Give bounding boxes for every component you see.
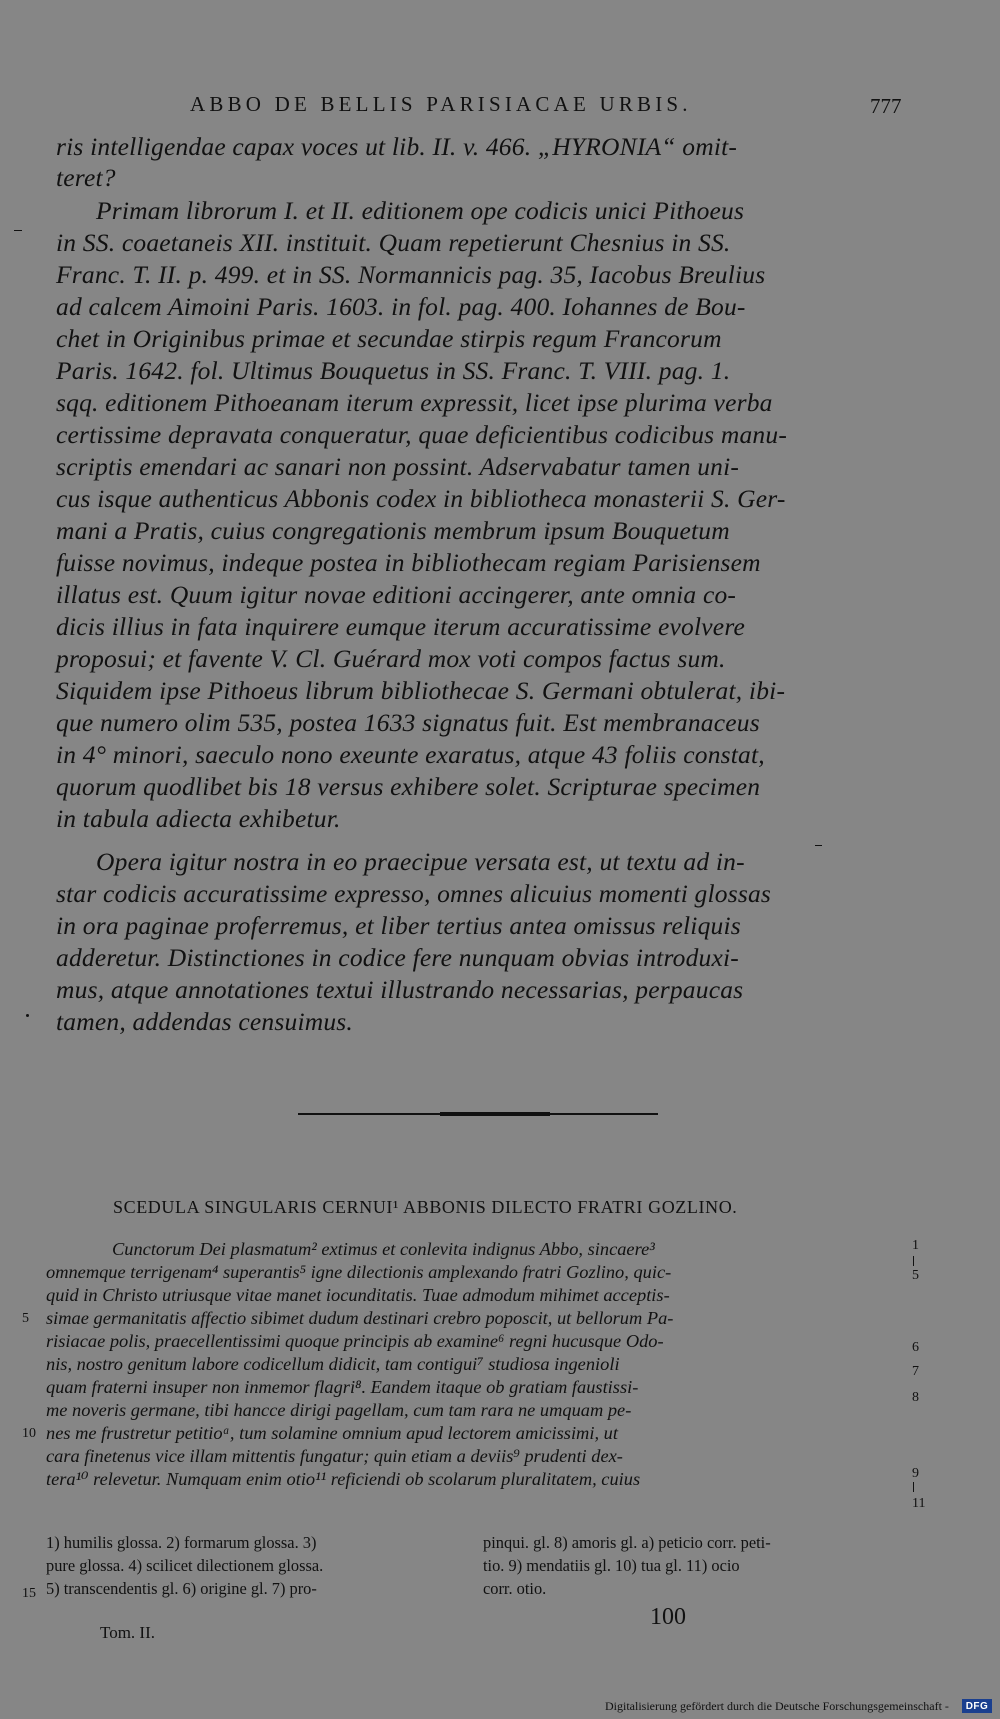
body-line: Franc. T. II. p. 499. et in SS. Normannicis pag. 35, Iacobus Breulius	[56, 260, 766, 289]
body-line: adderetur. Distinctiones in codice fere nunquam obvias introduxi-	[56, 943, 739, 972]
body-line: fuisse novimus, indeque postea in bibliothecam regiam Parisiensem	[56, 548, 761, 577]
scedula-line: quid in Christo utriusque vitae manet iocunditatis. Tuae admodum mihimet acceptis-	[46, 1285, 670, 1305]
scedula-line: quam fraterni insuper non inmemor flagri⁸. Eandem itaque ob gratiam faustissi-	[46, 1377, 639, 1397]
margin-mark	[815, 845, 822, 846]
gloss-bar	[913, 1256, 914, 1266]
gloss-bar	[913, 1482, 914, 1492]
dfg-logo-icon: DFG	[962, 1699, 992, 1713]
body-line: illatus est. Quum igitur novae editioni accingerer, ante omnia co-	[56, 580, 737, 609]
body-line: mus, atque annotationes textui illustrando necessarias, perpaucas	[56, 975, 744, 1004]
gloss-marker: 1	[912, 1238, 919, 1253]
sheet-number: 100	[650, 1604, 686, 1630]
body-line: Paris. 1642. fol. Ultimus Bouquetus in SS. Franc. T. VIII. pag. 1.	[56, 356, 731, 385]
body-line: certissime depravata conqueratur, quae deficientibus codicibus manu-	[56, 420, 788, 449]
page-number: 777	[870, 94, 902, 118]
margin-dot	[26, 1014, 29, 1017]
body-line: in tabula adiecta exhibetur.	[56, 804, 341, 833]
scedula-line: Cunctorum Dei plasmatum² extimus et conlevita indignus Abbo, sincaere³	[112, 1239, 655, 1259]
scedula-line: omnemque terrigenam⁴ superantis⁵ igne dilectionis amplexando fratri Gozlino, quic-	[46, 1262, 672, 1282]
body-line: star codicis accuratissime expresso, omnes alicuius momenti glossas	[56, 879, 772, 908]
gloss-marker: 7	[912, 1364, 919, 1379]
section-title: SCEDULA SINGULARIS CERNUI¹ ABBONIS DILECTO FRATRI GOZLINO.	[113, 1197, 738, 1217]
running-head: ABBO DE BELLIS PARISIACAE URBIS.	[190, 92, 692, 116]
body-line: scriptis emendari ac sanari non possint. Adservabatur tamen uni-	[56, 452, 740, 481]
line-number: 15	[22, 1586, 36, 1601]
body-line: que numero olim 535, postea 1633 signatus fuit. Est membranaceus	[56, 708, 760, 737]
body-line: teret?	[56, 163, 116, 192]
gloss-marker: 11	[912, 1496, 926, 1511]
line-number: 5	[22, 1311, 29, 1326]
body-line: in ora paginae proferremus, et liber tertius antea omissus reliquis	[56, 911, 741, 940]
body-line: in 4° minori, saeculo nono exeunte exaratus, atque 43 foliis constat,	[56, 740, 765, 769]
body-line: mani a Pratis, cuius congregationis membrum ipsum Bouquetum	[56, 516, 730, 545]
body-line: tamen, addendas censuimus.	[56, 1007, 353, 1036]
scedula-line: tera¹⁰ relevetur. Numquam enim otio¹¹ reficiendi ob scolarum pluralitatem, cuius	[46, 1469, 641, 1489]
scedula-line: nis, nostro genitum labore codicellum didicit, tam contigui⁷ studiosa ingenioli	[46, 1354, 620, 1374]
scedula-line: risiacae polis, praecellentissimi quoque principis ab examine⁶ regni hucusque Odo-	[46, 1331, 664, 1351]
body-line: in SS. coaetaneis XII. instituit. Quam repetierunt Chesnius in SS.	[56, 228, 731, 257]
footnote-line: corr. otio.	[483, 1579, 547, 1598]
body-line: chet in Originibus primae et secundae stirpis regum Francorum	[56, 324, 722, 353]
scedula-line: cara finetenus vice illam mittentis fungatur; quin etiam a deviis⁹ prudenti dex-	[46, 1446, 623, 1466]
body-line: sqq. editionem Pithoeanam iterum expressit, licet ipse plurima verba	[56, 388, 773, 417]
footnote-line: pure glossa. 4) scilicet dilectionem glossa.	[46, 1556, 324, 1575]
gloss-marker: 5	[912, 1268, 919, 1283]
body-line: dicis illius in fata inquirere eumque iterum accuratissime evolvere	[56, 612, 746, 641]
signature-mark: Tom. II.	[100, 1623, 155, 1642]
gloss-marker: 9	[912, 1466, 919, 1481]
footnote-line: tio. 9) mendatiis gl. 10) tua gl. 11) ocio	[483, 1556, 740, 1575]
body-line: proposui; et favente V. Cl. Guérard mox voti compos factus sum.	[56, 644, 726, 673]
gloss-marker: 6	[912, 1340, 919, 1355]
section-divider-ornament	[440, 1112, 550, 1116]
gloss-marker: 8	[912, 1390, 919, 1405]
line-number: 10	[22, 1426, 36, 1441]
body-line: Primam librorum I. et II. editionem ope codicis unici Pithoeus	[96, 196, 745, 225]
body-line: Opera igitur nostra in eo praecipue versata est, ut textu ad in-	[96, 847, 745, 876]
body-line: quorum quodlibet bis 18 versus exhibere solet. Scripturae specimen	[56, 772, 761, 801]
footnote-line: pinqui. gl. 8) amoris gl. a) peticio corr. peti-	[483, 1533, 771, 1552]
body-line: ris intelligendae capax voces ut lib. II. v. 466. „HYRONIA“ omit-	[56, 132, 738, 161]
margin-mark	[14, 230, 22, 231]
scedula-line: nes me frustretur petitioᵃ, tum solamine omnium apud lectorem amicissimi, ut	[46, 1423, 618, 1443]
body-line: ad calcem Aimoini Paris. 1603. in fol. pag. 400. Iohannes de Bou-	[56, 292, 746, 321]
digitization-credit: Digitalisierung gefördert durch die Deutsche Forschungsgemeinschaft -	[605, 1699, 949, 1713]
body-line: Siquidem ipse Pithoeus librum bibliothecae S. Germani obtulerat, ibi-	[56, 676, 786, 705]
scedula-line: simae germanitatis affectio sibimet dudum destinari crebro poposcit, ut bellorum Pa-	[46, 1308, 674, 1328]
footnote-line: 1) humilis glossa. 2) formarum glossa. 3)	[46, 1533, 317, 1552]
scedula-line: me noveris germane, tibi hancce dirigi pagellam, cum tam rara ne umquam pe-	[46, 1400, 632, 1420]
body-line: cus isque authenticus Abbonis codex in bibliotheca monasterii S. Ger-	[56, 484, 786, 513]
footnote-line: 5) transcendentis gl. 6) origine gl. 7) pro-	[46, 1579, 317, 1598]
